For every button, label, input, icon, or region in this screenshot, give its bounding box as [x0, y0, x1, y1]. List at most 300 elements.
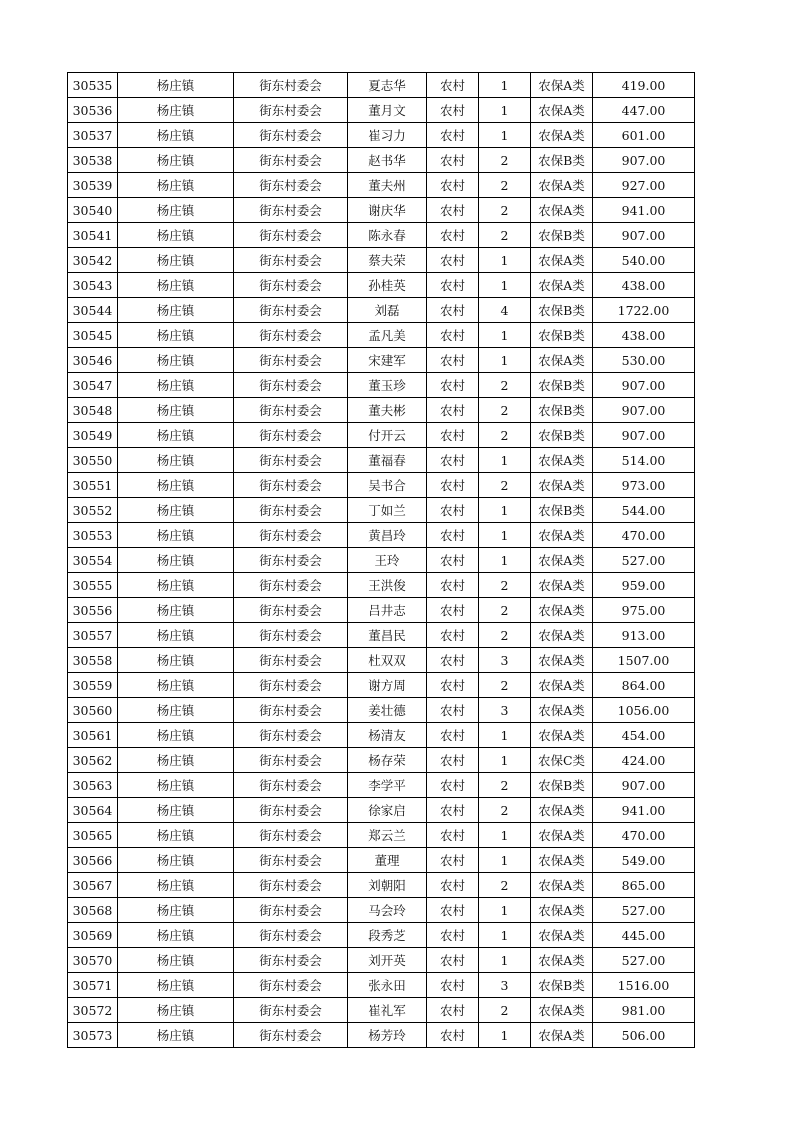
person-name-cell: 刘开英 [348, 948, 427, 973]
person-name-cell: 杨存荣 [348, 748, 427, 773]
household-size-cell: 1 [479, 448, 531, 473]
insurance-category-cell: 农保B类 [531, 773, 593, 798]
insurance-category-cell: 农保A类 [531, 173, 593, 198]
person-name-cell: 王洪俊 [348, 573, 427, 598]
table-row [68, 123, 695, 148]
household-size-cell: 3 [479, 698, 531, 723]
household-size-cell: 1 [479, 548, 531, 573]
person-name-cell: 丁如兰 [348, 498, 427, 523]
table-row [68, 198, 695, 223]
insurance-category-cell: 农保A类 [531, 648, 593, 673]
insurance-category-cell: 农保A类 [531, 123, 593, 148]
record-id-cell: 30540 [68, 198, 118, 223]
village-committee-cell: 街东村委会 [234, 548, 348, 573]
person-name-cell: 夏志华 [348, 73, 427, 98]
record-id-cell: 30559 [68, 673, 118, 698]
insurance-category-cell: 农保A类 [531, 998, 593, 1023]
record-id-cell: 30555 [68, 573, 118, 598]
village-committee-cell: 街东村委会 [234, 598, 348, 623]
person-name-cell: 崔习力 [348, 123, 427, 148]
record-id-cell: 30542 [68, 248, 118, 273]
town-cell: 杨庄镇 [118, 423, 234, 448]
insurance-category-cell: 农保A类 [531, 823, 593, 848]
table-row [68, 848, 695, 873]
table-row [68, 948, 695, 973]
household-type-cell: 农村 [427, 848, 479, 873]
village-committee-cell: 街东村委会 [234, 573, 348, 598]
household-size-cell: 1 [479, 748, 531, 773]
village-committee-cell: 街东村委会 [234, 698, 348, 723]
insurance-category-cell: 农保A类 [531, 698, 593, 723]
household-size-cell: 1 [479, 98, 531, 123]
household-size-cell: 1 [479, 848, 531, 873]
amount-cell: 907.00 [593, 773, 695, 798]
person-name-cell: 徐家启 [348, 798, 427, 823]
record-id-cell: 30563 [68, 773, 118, 798]
village-committee-cell: 街东村委会 [234, 748, 348, 773]
town-cell: 杨庄镇 [118, 373, 234, 398]
insurance-category-cell: 农保A类 [531, 73, 593, 98]
amount-cell: 907.00 [593, 423, 695, 448]
town-cell: 杨庄镇 [118, 923, 234, 948]
person-name-cell: 崔礼军 [348, 998, 427, 1023]
town-cell: 杨庄镇 [118, 948, 234, 973]
record-id-cell: 30558 [68, 648, 118, 673]
household-size-cell: 1 [479, 273, 531, 298]
town-cell: 杨庄镇 [118, 798, 234, 823]
amount-cell: 975.00 [593, 598, 695, 623]
household-size-cell: 1 [479, 1023, 531, 1048]
amount-cell: 447.00 [593, 98, 695, 123]
record-id-cell: 30562 [68, 748, 118, 773]
table-row [68, 598, 695, 623]
town-cell: 杨庄镇 [118, 723, 234, 748]
amount-cell: 470.00 [593, 823, 695, 848]
town-cell: 杨庄镇 [118, 148, 234, 173]
amount-cell: 907.00 [593, 398, 695, 423]
amount-cell: 445.00 [593, 923, 695, 948]
table-row [68, 98, 695, 123]
town-cell: 杨庄镇 [118, 848, 234, 873]
insurance-category-cell: 农保A类 [531, 598, 593, 623]
village-committee-cell: 街东村委会 [234, 73, 348, 98]
household-type-cell: 农村 [427, 223, 479, 248]
village-committee-cell: 街东村委会 [234, 823, 348, 848]
village-committee-cell: 街东村委会 [234, 798, 348, 823]
record-id-cell: 30560 [68, 698, 118, 723]
table-row [68, 373, 695, 398]
household-size-cell: 2 [479, 398, 531, 423]
village-committee-cell: 街东村委会 [234, 773, 348, 798]
table-row [68, 673, 695, 698]
household-type-cell: 农村 [427, 823, 479, 848]
household-type-cell: 农村 [427, 98, 479, 123]
amount-cell: 470.00 [593, 523, 695, 548]
record-id-cell: 30550 [68, 448, 118, 473]
amount-cell: 864.00 [593, 673, 695, 698]
person-name-cell: 宋建军 [348, 348, 427, 373]
person-name-cell: 刘朝阳 [348, 873, 427, 898]
town-cell: 杨庄镇 [118, 998, 234, 1023]
record-id-cell: 30566 [68, 848, 118, 873]
household-type-cell: 农村 [427, 598, 479, 623]
town-cell: 杨庄镇 [118, 773, 234, 798]
household-type-cell: 农村 [427, 748, 479, 773]
record-id-cell: 30565 [68, 823, 118, 848]
insurance-category-cell: 农保A类 [531, 548, 593, 573]
table-row [68, 248, 695, 273]
household-size-cell: 1 [479, 898, 531, 923]
amount-cell: 544.00 [593, 498, 695, 523]
town-cell: 杨庄镇 [118, 873, 234, 898]
amount-cell: 424.00 [593, 748, 695, 773]
insurance-category-cell: 农保A类 [531, 473, 593, 498]
person-name-cell: 杨芳玲 [348, 1023, 427, 1048]
household-type-cell: 农村 [427, 148, 479, 173]
household-size-cell: 1 [479, 323, 531, 348]
household-type-cell: 农村 [427, 123, 479, 148]
household-size-cell: 1 [479, 498, 531, 523]
table-body [68, 73, 695, 1048]
village-committee-cell: 街东村委会 [234, 348, 348, 373]
village-committee-cell: 街东村委会 [234, 498, 348, 523]
town-cell: 杨庄镇 [118, 398, 234, 423]
household-type-cell: 农村 [427, 448, 479, 473]
record-id-cell: 30547 [68, 373, 118, 398]
amount-cell: 530.00 [593, 348, 695, 373]
household-size-cell: 1 [479, 348, 531, 373]
table-row [68, 823, 695, 848]
insurance-category-cell: 农保A类 [531, 948, 593, 973]
record-id-cell: 30573 [68, 1023, 118, 1048]
insurance-category-cell: 农保A类 [531, 448, 593, 473]
table-row [68, 348, 695, 373]
insurance-category-cell: 农保A类 [531, 723, 593, 748]
record-id-cell: 30551 [68, 473, 118, 498]
household-size-cell: 2 [479, 798, 531, 823]
town-cell: 杨庄镇 [118, 448, 234, 473]
record-id-cell: 30561 [68, 723, 118, 748]
insurance-category-cell: 农保A类 [531, 523, 593, 548]
person-name-cell: 王玲 [348, 548, 427, 573]
person-name-cell: 段秀芝 [348, 923, 427, 948]
amount-cell: 527.00 [593, 898, 695, 923]
table-row [68, 773, 695, 798]
town-cell: 杨庄镇 [118, 598, 234, 623]
household-size-cell: 2 [479, 598, 531, 623]
table-row [68, 173, 695, 198]
village-committee-cell: 街东村委会 [234, 923, 348, 948]
household-size-cell: 2 [479, 198, 531, 223]
person-name-cell: 谢方周 [348, 673, 427, 698]
household-size-cell: 1 [479, 948, 531, 973]
amount-cell: 1056.00 [593, 698, 695, 723]
amount-cell: 913.00 [593, 623, 695, 648]
table-row [68, 448, 695, 473]
village-committee-cell: 街东村委会 [234, 648, 348, 673]
village-committee-cell: 街东村委会 [234, 848, 348, 873]
insurance-category-cell: 农保B类 [531, 323, 593, 348]
town-cell: 杨庄镇 [118, 173, 234, 198]
insurance-category-cell: 农保A类 [531, 273, 593, 298]
village-committee-cell: 街东村委会 [234, 623, 348, 648]
record-id-cell: 30571 [68, 973, 118, 998]
insurance-category-cell: 农保A类 [531, 923, 593, 948]
household-type-cell: 农村 [427, 798, 479, 823]
household-type-cell: 农村 [427, 348, 479, 373]
household-type-cell: 农村 [427, 198, 479, 223]
table-row [68, 648, 695, 673]
amount-cell: 865.00 [593, 873, 695, 898]
amount-cell: 454.00 [593, 723, 695, 748]
record-id-cell: 30544 [68, 298, 118, 323]
table-row [68, 723, 695, 748]
household-type-cell: 农村 [427, 398, 479, 423]
person-name-cell: 李学平 [348, 773, 427, 798]
household-type-cell: 农村 [427, 273, 479, 298]
record-id-cell: 30537 [68, 123, 118, 148]
table-row [68, 298, 695, 323]
town-cell: 杨庄镇 [118, 273, 234, 298]
table-row [68, 748, 695, 773]
record-id-cell: 30545 [68, 323, 118, 348]
village-committee-cell: 街东村委会 [234, 298, 348, 323]
insurance-category-cell: 农保B类 [531, 498, 593, 523]
household-type-cell: 农村 [427, 248, 479, 273]
amount-cell: 527.00 [593, 948, 695, 973]
record-id-cell: 30536 [68, 98, 118, 123]
household-size-cell: 1 [479, 923, 531, 948]
household-size-cell: 2 [479, 373, 531, 398]
household-type-cell: 农村 [427, 498, 479, 523]
table-row [68, 973, 695, 998]
household-type-cell: 农村 [427, 173, 479, 198]
record-id-cell: 30552 [68, 498, 118, 523]
table-row [68, 998, 695, 1023]
village-committee-cell: 街东村委会 [234, 473, 348, 498]
village-committee-cell: 街东村委会 [234, 723, 348, 748]
household-type-cell: 农村 [427, 298, 479, 323]
household-type-cell: 农村 [427, 73, 479, 98]
household-type-cell: 农村 [427, 698, 479, 723]
household-size-cell: 2 [479, 573, 531, 598]
household-type-cell: 农村 [427, 623, 479, 648]
amount-cell: 438.00 [593, 323, 695, 348]
amount-cell: 941.00 [593, 798, 695, 823]
town-cell: 杨庄镇 [118, 648, 234, 673]
amount-cell: 549.00 [593, 848, 695, 873]
household-type-cell: 农村 [427, 573, 479, 598]
village-committee-cell: 街东村委会 [234, 248, 348, 273]
household-size-cell: 3 [479, 648, 531, 673]
town-cell: 杨庄镇 [118, 348, 234, 373]
data-table [67, 72, 695, 1048]
record-id-cell: 30567 [68, 873, 118, 898]
person-name-cell: 董玉珍 [348, 373, 427, 398]
insurance-category-cell: 农保B类 [531, 973, 593, 998]
person-name-cell: 蔡夫荣 [348, 248, 427, 273]
household-size-cell: 1 [479, 523, 531, 548]
table-row [68, 398, 695, 423]
amount-cell: 907.00 [593, 223, 695, 248]
village-committee-cell: 街东村委会 [234, 273, 348, 298]
insurance-category-cell: 农保C类 [531, 748, 593, 773]
person-name-cell: 杜双双 [348, 648, 427, 673]
table-row [68, 898, 695, 923]
insurance-category-cell: 农保A类 [531, 898, 593, 923]
table-row [68, 573, 695, 598]
town-cell: 杨庄镇 [118, 323, 234, 348]
amount-cell: 1722.00 [593, 298, 695, 323]
insurance-category-cell: 农保A类 [531, 623, 593, 648]
table-row [68, 323, 695, 348]
household-size-cell: 2 [479, 673, 531, 698]
household-size-cell: 2 [479, 473, 531, 498]
amount-cell: 973.00 [593, 473, 695, 498]
town-cell: 杨庄镇 [118, 223, 234, 248]
person-name-cell: 董理 [348, 848, 427, 873]
person-name-cell: 孙桂英 [348, 273, 427, 298]
household-size-cell: 2 [479, 173, 531, 198]
record-id-cell: 30535 [68, 73, 118, 98]
village-committee-cell: 街东村委会 [234, 198, 348, 223]
insurance-category-cell: 农保B类 [531, 223, 593, 248]
amount-cell: 514.00 [593, 448, 695, 473]
amount-cell: 506.00 [593, 1023, 695, 1048]
amount-cell: 907.00 [593, 373, 695, 398]
village-committee-cell: 街东村委会 [234, 423, 348, 448]
amount-cell: 438.00 [593, 273, 695, 298]
village-committee-cell: 街东村委会 [234, 873, 348, 898]
town-cell: 杨庄镇 [118, 673, 234, 698]
record-id-cell: 30572 [68, 998, 118, 1023]
village-committee-cell: 街东村委会 [234, 398, 348, 423]
household-size-cell: 2 [479, 148, 531, 173]
record-id-cell: 30564 [68, 798, 118, 823]
person-name-cell: 张永田 [348, 973, 427, 998]
town-cell: 杨庄镇 [118, 548, 234, 573]
person-name-cell: 刘磊 [348, 298, 427, 323]
insurance-category-cell: 农保B类 [531, 148, 593, 173]
household-type-cell: 农村 [427, 923, 479, 948]
table-row [68, 73, 695, 98]
person-name-cell: 董夫州 [348, 173, 427, 198]
amount-cell: 540.00 [593, 248, 695, 273]
town-cell: 杨庄镇 [118, 748, 234, 773]
village-committee-cell: 街东村委会 [234, 1023, 348, 1048]
table-row [68, 223, 695, 248]
record-id-cell: 30548 [68, 398, 118, 423]
insurance-category-cell: 农保A类 [531, 873, 593, 898]
insurance-category-cell: 农保A类 [531, 1023, 593, 1048]
person-name-cell: 吴书合 [348, 473, 427, 498]
household-type-cell: 农村 [427, 898, 479, 923]
village-committee-cell: 街东村委会 [234, 373, 348, 398]
person-name-cell: 吕井志 [348, 598, 427, 623]
record-id-cell: 30568 [68, 898, 118, 923]
household-type-cell: 农村 [427, 998, 479, 1023]
village-committee-cell: 街东村委会 [234, 223, 348, 248]
insurance-category-cell: 农保A类 [531, 848, 593, 873]
amount-cell: 527.00 [593, 548, 695, 573]
insurance-category-cell: 农保A类 [531, 798, 593, 823]
table-row [68, 698, 695, 723]
town-cell: 杨庄镇 [118, 523, 234, 548]
household-type-cell: 农村 [427, 548, 479, 573]
town-cell: 杨庄镇 [118, 248, 234, 273]
person-name-cell: 董夫彬 [348, 398, 427, 423]
insurance-category-cell: 农保A类 [531, 673, 593, 698]
village-committee-cell: 街东村委会 [234, 673, 348, 698]
person-name-cell: 赵书华 [348, 148, 427, 173]
insurance-category-cell: 农保B类 [531, 373, 593, 398]
household-type-cell: 农村 [427, 673, 479, 698]
village-committee-cell: 街东村委会 [234, 998, 348, 1023]
village-committee-cell: 街东村委会 [234, 898, 348, 923]
record-id-cell: 30541 [68, 223, 118, 248]
amount-cell: 601.00 [593, 123, 695, 148]
table-row [68, 498, 695, 523]
household-type-cell: 农村 [427, 973, 479, 998]
household-type-cell: 农村 [427, 723, 479, 748]
village-committee-cell: 街东村委会 [234, 98, 348, 123]
insurance-category-cell: 农保A类 [531, 348, 593, 373]
record-id-cell: 30554 [68, 548, 118, 573]
record-id-cell: 30539 [68, 173, 118, 198]
record-id-cell: 30553 [68, 523, 118, 548]
household-type-cell: 农村 [427, 873, 479, 898]
amount-cell: 941.00 [593, 198, 695, 223]
table-row [68, 523, 695, 548]
person-name-cell: 董月文 [348, 98, 427, 123]
village-committee-cell: 街东村委会 [234, 448, 348, 473]
insurance-category-cell: 农保A类 [531, 198, 593, 223]
insurance-category-cell: 农保B类 [531, 423, 593, 448]
record-id-cell: 30549 [68, 423, 118, 448]
record-id-cell: 30570 [68, 948, 118, 973]
table-row [68, 623, 695, 648]
village-committee-cell: 街东村委会 [234, 173, 348, 198]
amount-cell: 1507.00 [593, 648, 695, 673]
amount-cell: 959.00 [593, 573, 695, 598]
village-committee-cell: 街东村委会 [234, 973, 348, 998]
household-type-cell: 农村 [427, 948, 479, 973]
town-cell: 杨庄镇 [118, 498, 234, 523]
insurance-category-cell: 农保B类 [531, 298, 593, 323]
table-row [68, 148, 695, 173]
town-cell: 杨庄镇 [118, 973, 234, 998]
insurance-category-cell: 农保B类 [531, 398, 593, 423]
household-size-cell: 1 [479, 73, 531, 98]
household-type-cell: 农村 [427, 648, 479, 673]
record-id-cell: 30538 [68, 148, 118, 173]
village-committee-cell: 街东村委会 [234, 948, 348, 973]
town-cell: 杨庄镇 [118, 823, 234, 848]
household-size-cell: 2 [479, 998, 531, 1023]
household-type-cell: 农村 [427, 373, 479, 398]
record-id-cell: 30543 [68, 273, 118, 298]
household-type-cell: 农村 [427, 1023, 479, 1048]
person-name-cell: 谢庆华 [348, 198, 427, 223]
table-row [68, 798, 695, 823]
person-name-cell: 姜壮德 [348, 698, 427, 723]
village-committee-cell: 街东村委会 [234, 123, 348, 148]
household-size-cell: 1 [479, 123, 531, 148]
town-cell: 杨庄镇 [118, 98, 234, 123]
person-name-cell: 马会玲 [348, 898, 427, 923]
table-row [68, 873, 695, 898]
table-row [68, 1023, 695, 1048]
